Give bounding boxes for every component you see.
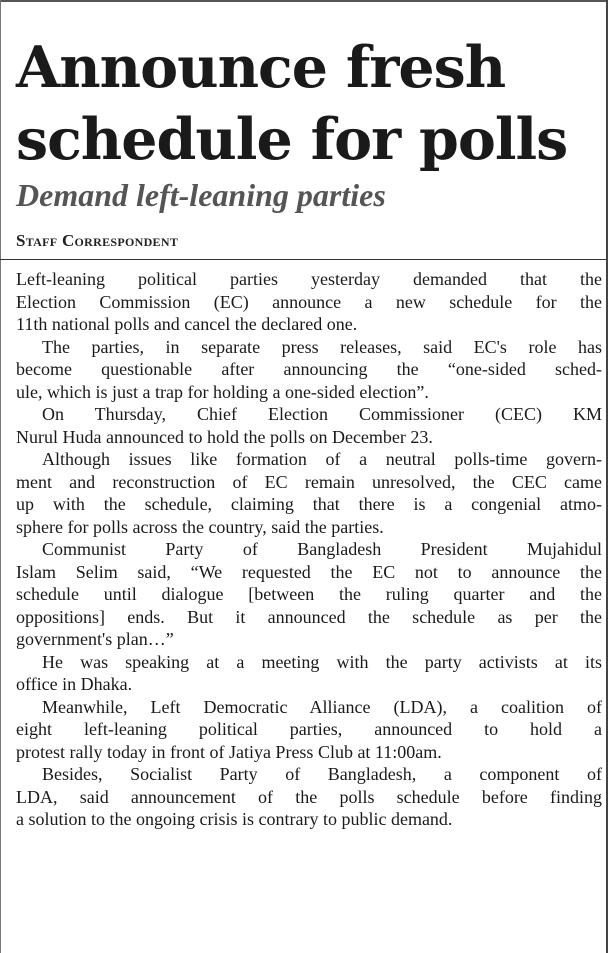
article-line: ment and reconstruction of EC remain unresolved, the CEC came — [16, 471, 602, 492]
article-line: sphere for polls across the country, said the parties. — [16, 516, 384, 537]
subheadline: Demand left-leaning parties — [16, 177, 386, 213]
article-line: Election Commission (EC) announce a new schedule for the — [16, 291, 602, 312]
article-paragraph — [16, 448, 602, 538]
article-paragraph — [16, 696, 602, 764]
article-paragraph — [16, 538, 602, 651]
article-line: protest rally today in front of Jatiya Press Club at 11:00am. — [16, 741, 442, 762]
headline — [16, 32, 601, 176]
article-body — [16, 268, 602, 831]
article-paragraph — [16, 651, 602, 696]
article-line: Islam Selim said, “We requested the EC not to announce the — [16, 561, 602, 582]
article-line: up with the schedule, claiming that there is a congenial atmo- — [16, 494, 602, 514]
article-line: On Thursday, Chief Election Commissioner (CEC) KM — [42, 404, 602, 424]
article-line: office in Dhaka. — [16, 674, 133, 694]
article-line: schedule until dialogue [between the ruling quarter and the — [16, 584, 602, 604]
article-paragraph — [16, 336, 602, 404]
article-line: Besides, Socialist Party of Bangladesh, a component of — [42, 764, 602, 784]
article-line: Nurul Huda announced to hold the polls on December 23. — [16, 426, 433, 447]
article-line: The parties, in separate press releases, said EC's role has — [42, 336, 602, 357]
byline: Staff Correspondent — [16, 231, 179, 250]
right-border-rule — [606, 0, 608, 953]
article-line: Left-leaning political parties yesterday demanded that the — [16, 269, 602, 289]
article-line: Although issues like formation of a neutral polls-time govern- — [42, 449, 602, 469]
article-paragraph — [16, 268, 602, 336]
article-line: government's plan…” — [16, 629, 174, 649]
headline-line-2: schedule for polls — [16, 106, 568, 173]
article-paragraph — [16, 403, 602, 448]
article-line: a solution to the ongoing crisis is contrary to public demand. — [16, 809, 453, 829]
article-line: ule, which is just a trap for holding a one-sided election”. — [16, 381, 429, 402]
article-line: Meanwhile, Left Democratic Alliance (LDA), a coalition of — [42, 696, 602, 717]
article-line: oppositions] ends. But it announced the schedule as per the — [16, 606, 602, 627]
left-border-rule — [0, 0, 1, 953]
article-line: Communist Party of Bangladesh President Mujahidul — [42, 539, 602, 559]
article-line: become questionable after announcing the “one-sided sched- — [16, 359, 602, 379]
article-paragraph — [16, 763, 602, 831]
article-line: LDA, said announcement of the polls schedule before finding — [16, 786, 602, 807]
top-border-rule — [0, 0, 607, 2]
article-line: eight left-leaning political parties, announced to hold a — [16, 719, 602, 739]
article-line: He was speaking at a meeting with the party activists at its — [42, 651, 602, 672]
byline-divider — [0, 259, 607, 260]
headline-line-1: Announce fresh — [16, 34, 506, 101]
article-line: 11th national polls and cancel the declared one. — [16, 314, 358, 334]
